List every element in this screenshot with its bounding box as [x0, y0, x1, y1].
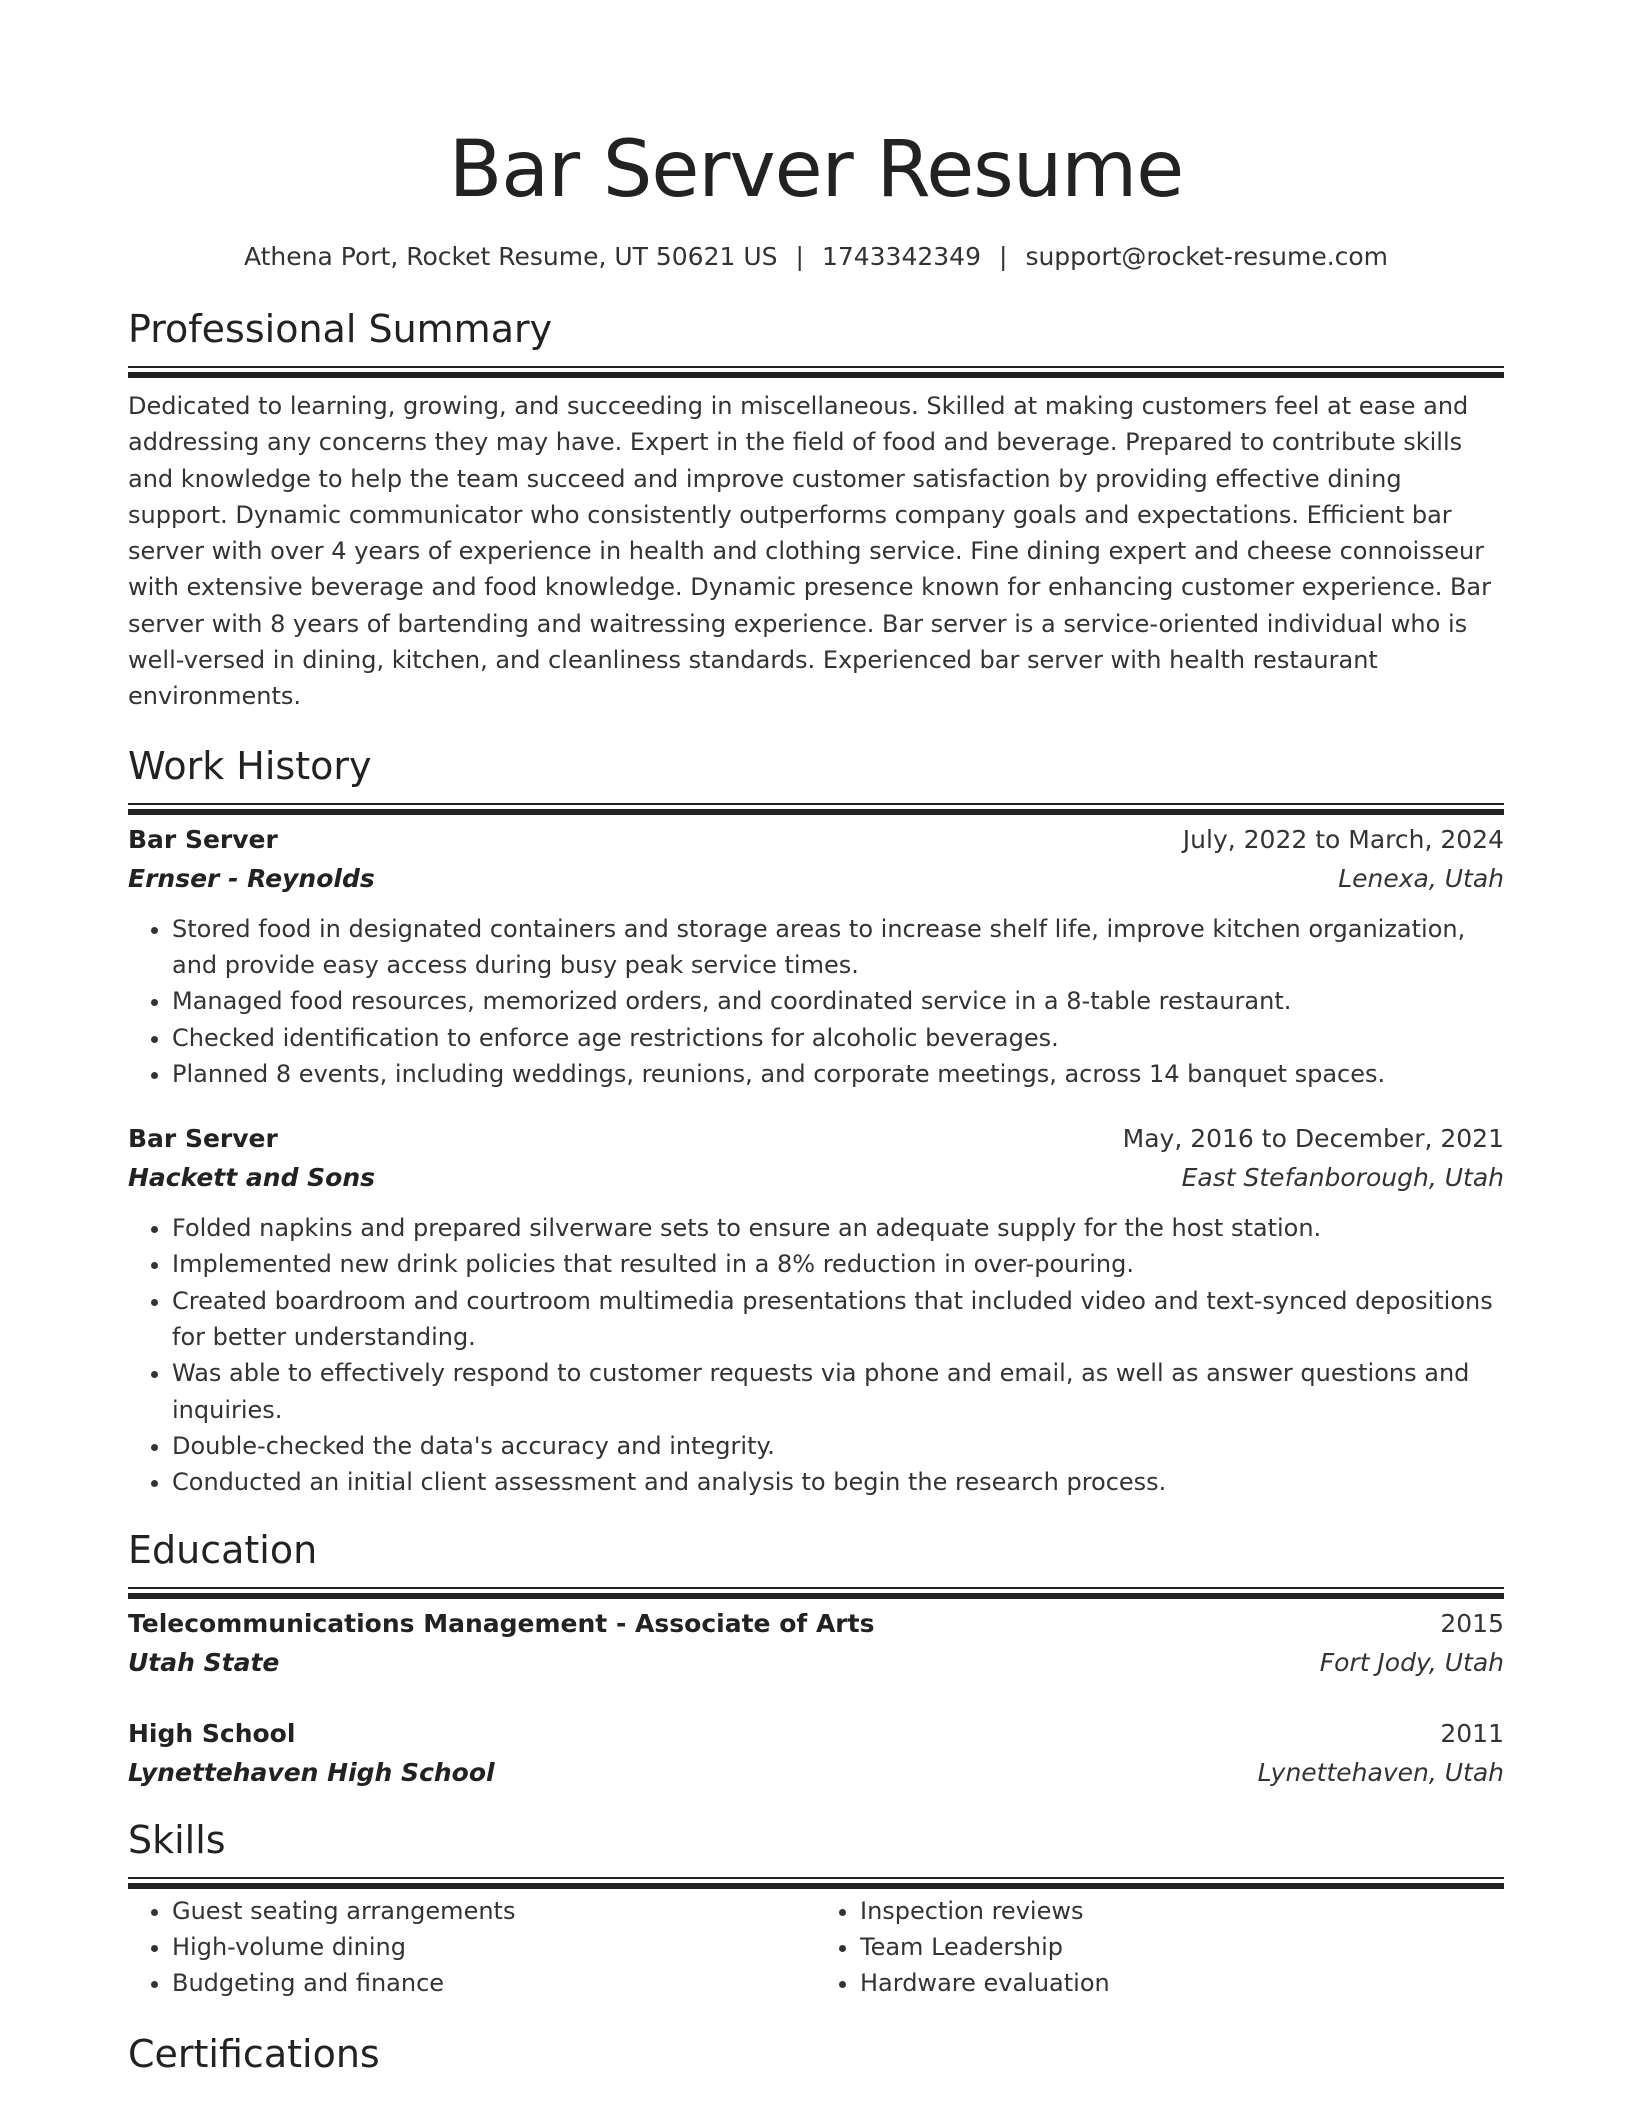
job-location: East Stefanborough, Utah	[1181, 1163, 1504, 1193]
education-school-row	[128, 1753, 1504, 1793]
skill-item: • Budgeting and finance	[172, 1965, 816, 2001]
skills-list-right	[816, 1893, 1504, 2001]
job-bullet: • Planned 8 events, including weddings, reunions, and corporate meetings, across 14 banquet spaces.	[172, 1056, 1504, 1092]
job-title: Bar Server	[128, 1124, 278, 1154]
section-heading-skills: Skills	[128, 1817, 226, 1862]
job-bullet: • Conducted an initial client assessment and analysis to begin the research process.	[172, 1464, 1504, 1500]
section-heading-certifications: Certifications	[128, 2031, 380, 2076]
section-heading-work-history: Work History	[128, 743, 372, 788]
education-year: 2015	[1440, 1608, 1504, 1638]
job-bullet: • Double-checked the data's accuracy and integrity.	[172, 1428, 1504, 1464]
education-section	[128, 1527, 1504, 1793]
job-bullet: • Implemented new drink policies that resulted in a 8% reduction in over-pouring.	[172, 1246, 1504, 1282]
job-bullet: • Created boardroom and courtroom multimedia presentations that included video and text-synced depositions for better understanding.	[172, 1283, 1504, 1356]
skills-section	[128, 1817, 1504, 2001]
job-header-row	[128, 1120, 1504, 1158]
job-dates: July, 2022 to March, 2024	[1182, 824, 1504, 854]
job-bullet: • Managed food resources, memorized orders, and coordinated service in a 8-table restaurant.	[172, 983, 1504, 1019]
job-location: Lenexa, Utah	[1338, 863, 1504, 893]
job-dates: May, 2016 to December, 2021	[1122, 1124, 1504, 1154]
job-bullets	[128, 911, 1504, 1092]
skills-columns	[128, 1893, 1504, 2001]
skill-item: • Guest seating arrangements	[172, 1893, 816, 1929]
education-entry	[128, 1715, 1504, 1793]
job-header-row	[128, 821, 1504, 859]
contact-address: Athena Port, Rocket Resume, UT 50621 US	[243, 242, 778, 271]
job-bullet: • Checked identification to enforce age restrictions for alcoholic beverages.	[172, 1020, 1504, 1056]
job-bullets	[128, 1210, 1504, 1500]
job-employer: Hackett and Sons	[128, 1163, 376, 1193]
job-entry	[128, 821, 1504, 1092]
contact-separator: |	[795, 242, 804, 271]
section-divider	[128, 366, 1504, 372]
job-bullet: • Stored food in designated containers and storage areas to increase shelf life, improve kitchen organization, and provide easy access during busy peak service times.	[172, 911, 1504, 984]
education-location: Lynettehaven, Utah	[1257, 1757, 1504, 1787]
job-title: Bar Server	[128, 824, 278, 854]
contact-email: support@rocket-resume.com	[1025, 242, 1389, 271]
education-school: Lynettehaven High School	[128, 1757, 495, 1787]
certifications-section	[128, 2031, 1504, 2077]
section-heading-education: Education	[128, 1527, 318, 1572]
education-location: Fort Jody, Utah	[1319, 1647, 1504, 1677]
education-entry	[128, 1605, 1504, 1683]
education-degree: High School	[128, 1718, 296, 1748]
contact-phone: 1743342349	[821, 242, 981, 271]
section-divider	[128, 803, 1504, 809]
education-header-row	[128, 1605, 1504, 1643]
job-employer: Ernser - Reynolds	[128, 863, 375, 893]
summary-section	[128, 306, 1504, 715]
resume-title: Bar Server Resume	[448, 125, 1184, 215]
education-school: Utah State	[128, 1647, 280, 1677]
section-divider	[128, 1877, 1504, 1883]
job-employer-row	[128, 859, 1504, 899]
job-entry	[128, 1120, 1504, 1500]
skill-item: • Hardware evaluation	[860, 1965, 1504, 2001]
section-heading-summary: Professional Summary	[128, 307, 553, 351]
work-history-section	[128, 743, 1504, 1501]
skill-item: • Team Leadership	[860, 1929, 1504, 1965]
skill-item: • Inspection reviews	[860, 1893, 1504, 1929]
contact-line	[128, 240, 1504, 274]
education-school-row	[128, 1643, 1504, 1683]
education-year: 2011	[1440, 1718, 1504, 1748]
skill-item: • High-volume dining	[172, 1929, 816, 1965]
job-bullet: • Folded napkins and prepared silverware sets to ensure an adequate supply for the host station.	[172, 1210, 1504, 1246]
education-header-row	[128, 1715, 1504, 1753]
section-divider	[128, 1587, 1504, 1593]
job-employer-row	[128, 1158, 1504, 1198]
education-degree: Telecommunications Management - Associate of Arts	[128, 1608, 875, 1638]
contact-separator: |	[999, 242, 1008, 271]
job-bullet: • Was able to effectively respond to customer requests via phone and email, as well as answer questions and inquiries.	[172, 1355, 1504, 1428]
skills-list-left	[128, 1893, 816, 2001]
summary-paragraph: Dedicated to learning, growing, and succeeding in miscellaneous. Skilled at making customers feel at ease and addressing any concerns they may have. Expert in the field of food and beverage. Prepared to contribute skills and knowledge to help the team succeed and improve customer satisfaction by providing effective dining support. Dynamic communicator who consistently outperforms company goals and expectations. Efficient bar server with over 4 years of experience in health and clothing service. Fine dining expert and cheese connoisseur with extensive beverage and food knowledge. Dynamic presence known for enhancing customer experience. Bar server with 8 years of bartending and waitressing experience. Bar server is a service-oriented individual who is well-versed in dining, kitchen, and cleanliness standards. Experienced bar server with health restaurant environments.	[128, 392, 1492, 711]
